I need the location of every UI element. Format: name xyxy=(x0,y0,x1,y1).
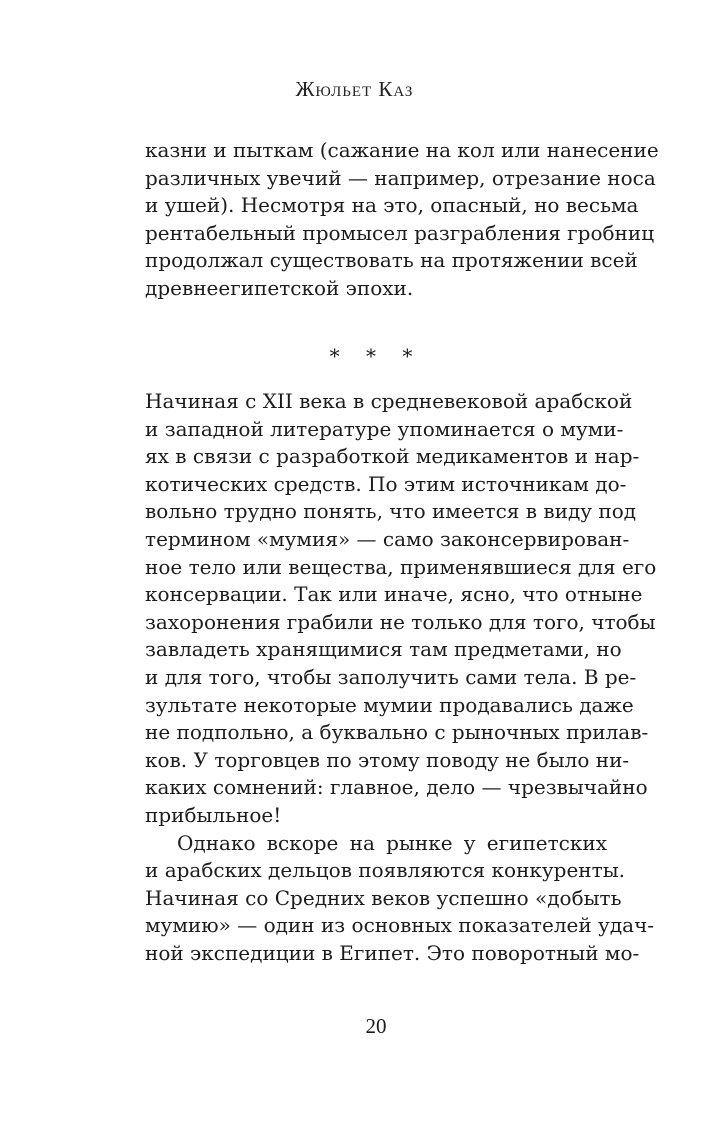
text-line: ной экспедиции в Египет. Это поворотный мо- xyxy=(145,940,640,965)
text-line: и для того, чтобы заполучить сами тела. В ре- xyxy=(145,664,637,689)
text-line: не подпольно, а буквально с рыночных прилав- xyxy=(145,720,649,745)
text-line: ное тело или вещества, применявшиеся для его xyxy=(145,554,657,579)
running-head-author: Жюльет Каз xyxy=(295,77,414,101)
paragraph-mummia xyxy=(145,388,657,830)
text-line: термином «мумия» — само законсервирован- xyxy=(145,526,630,551)
text-line: каких сомнений: главное, дело — чрезвычайно xyxy=(145,775,648,800)
text-line: вольно трудно понять, что имеется в виду под xyxy=(145,499,637,524)
text-line: и ушей). Несмотря на это, опасный, но весьма xyxy=(145,193,639,218)
text-line: Начиная со Средних веков успешно «добыть xyxy=(145,885,622,910)
text-line: ях в связи с разработкой медикаментов и нар- xyxy=(145,444,640,469)
section-separator: * * * xyxy=(329,344,423,368)
text-line: котических средств. По этим источникам до- xyxy=(145,471,627,496)
text-line: консервации. Так или иначе, ясно, что отныне xyxy=(145,582,643,607)
text-line: рентабельный промысел разграбления гробниц xyxy=(145,220,655,245)
page-number: 20 xyxy=(365,1014,387,1038)
text-line: различных увечий — например, отрезание носа xyxy=(145,165,656,190)
text-line: и арабских дельцов появляются конкуренты. xyxy=(145,858,625,883)
text-line: захоронения грабили не только для того, чтобы xyxy=(145,609,656,634)
text-line: древнеегипетской эпохи. xyxy=(145,275,414,300)
text-line: и западной литературе упоминается о муми- xyxy=(145,416,624,441)
text-line: казни и пыткам (сажание на кол или нанесение xyxy=(145,138,659,162)
body-text xyxy=(145,388,657,967)
text-line: Начиная с XII века в средневековой арабской xyxy=(145,389,633,413)
text-line: мумию» — один из основных показателей удач- xyxy=(145,913,655,938)
text-line: продолжал существовать на протяжении всей xyxy=(145,248,638,273)
paragraph-competitors xyxy=(145,830,655,968)
text-line: Однако вскоре на рынке у египетских xyxy=(177,830,607,855)
paragraph-continuation xyxy=(145,137,659,303)
text-line: ков. У торговцев по этому поводу не было ни- xyxy=(145,747,630,772)
text-line: завладеть хранящимися там предметами, но xyxy=(145,637,622,662)
text-line: зультате некоторые мумии продавались даже xyxy=(145,692,634,717)
text-line: прибыльное! xyxy=(145,802,282,827)
